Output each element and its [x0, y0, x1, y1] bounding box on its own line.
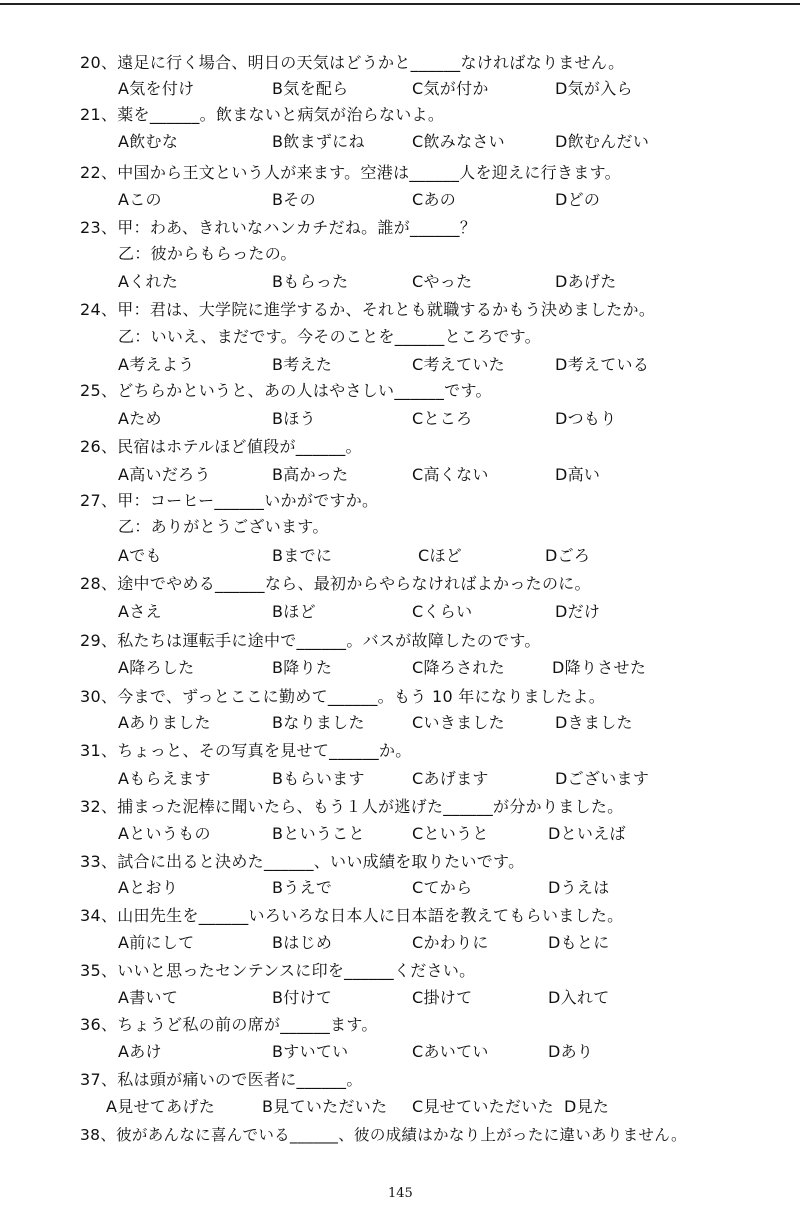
option-c: Cいきました [412, 713, 505, 732]
option-c: Cところ [412, 409, 473, 428]
question-23-response: 乙：彼からもらったの。 [118, 244, 297, 263]
option-c: C考えていた [412, 355, 505, 374]
option-c: Cほど [418, 546, 463, 565]
option-b: Bまでに [272, 546, 333, 565]
option-b: Bその [272, 190, 316, 209]
question-28-stem: 28、途中でやめる______なら、最初からやらなければよかったのに。 [80, 574, 591, 593]
question-24-stem: 24、甲：君は、大学院に進学するか、それとも就職するかもう決めましたか。 [80, 300, 656, 319]
question-23-options [0, 271, 800, 293]
question-26-options [0, 464, 800, 486]
option-a: A考えよう [118, 355, 195, 374]
option-a: Aでも [118, 546, 162, 565]
option-d: Dございます [555, 769, 650, 788]
page-number: 145 [388, 1186, 413, 1201]
option-d: Dどの [555, 190, 601, 209]
question-38-stem: 38、彼があんなに喜んでいる______、彼の成績はかなり上がったに違いありません。 [80, 1126, 687, 1144]
option-d: Dだけ [555, 602, 601, 621]
option-a: Aくれた [118, 272, 179, 291]
question-34-stem: 34、山田先生を______いろいろな日本人に日本語を教えてもらいました。 [80, 906, 624, 925]
option-a: Aさえ [118, 602, 162, 621]
question-32-options [0, 823, 800, 845]
question-22-options [0, 189, 800, 211]
option-b: B降りた [272, 658, 333, 677]
option-b: B飲まずにね [272, 132, 365, 151]
option-a: Aありました [118, 713, 211, 732]
option-b: Bほう [272, 409, 316, 428]
question-30-stem: 30、今まで、ずっとここに勤めて______。もう 10 年になりましたよ。 [80, 687, 606, 706]
question-25-stem: 25、どちらかというと、あの人はやさしい______です。 [80, 381, 492, 400]
option-b: Bすいてい [272, 1042, 349, 1061]
option-b: Bもらった [272, 272, 349, 291]
question-27-response: 乙：ありがとうございます。 [118, 517, 329, 536]
option-b: B気を配ら [272, 79, 349, 98]
option-d: D考えている [555, 355, 650, 374]
option-a: A気を付け [118, 79, 195, 98]
option-a: A書いて [118, 988, 179, 1007]
option-a: Aとおり [118, 878, 179, 897]
question-36-options [0, 1041, 800, 1063]
question-35-options [0, 987, 800, 1009]
question-36-stem: 36、ちょうど私の前の席が______ます。 [80, 1015, 378, 1034]
option-a: Aあけ [118, 1042, 162, 1061]
option-d: Dあり [548, 1042, 594, 1061]
option-b: Bほど [272, 602, 316, 621]
option-d: Dもとに [548, 933, 610, 952]
question-33-options [0, 877, 800, 899]
question-31-stem: 31、ちょっと、その写真を見せて______か。 [80, 741, 412, 760]
option-b: Bうえで [272, 878, 333, 897]
question-20-options [0, 78, 800, 100]
option-c: Cてから [412, 878, 473, 897]
option-c: Cやった [412, 272, 473, 291]
question-37-options [0, 1096, 800, 1118]
option-d: D見た [564, 1097, 610, 1116]
option-a: Aため [118, 409, 162, 428]
question-28-options [0, 601, 800, 623]
option-d: D飲むんだい [555, 132, 650, 151]
question-24-options [0, 354, 800, 376]
question-27-options [0, 545, 800, 567]
option-a: A前にして [118, 933, 195, 952]
option-b: B高かった [272, 465, 349, 484]
option-a: Aというもの [118, 824, 211, 843]
option-d: Dといえば [548, 824, 626, 843]
option-c: Cあの [412, 190, 457, 209]
question-23-stem: 23、甲：わあ、きれいなハンカチだね。誰が______？ [80, 218, 477, 237]
option-b: Bということ [272, 824, 365, 843]
question-37-stem: 37、私は頭が痛いので医者に______。 [80, 1070, 363, 1089]
option-c: Cかわりに [412, 933, 489, 952]
option-c: Cくらい [412, 602, 473, 621]
option-c: Cというと [412, 824, 489, 843]
question-29-stem: 29、私たちは運転手に途中で______。バスが故障したのです。 [80, 631, 541, 650]
question-32-stem: 32、捕まった泥棒に聞いたら、もう１人が逃げた______が分かりました。 [80, 797, 624, 816]
question-24-response: 乙：いいえ、まだです。今そのことを______ところです。 [118, 327, 541, 346]
option-a: A降ろした [118, 658, 195, 677]
option-c: C気が付か [412, 79, 489, 98]
option-a: A飲むな [118, 132, 179, 151]
option-c: C飲みなさい [412, 132, 505, 151]
question-25-options [0, 408, 800, 430]
option-d: D気が入ら [555, 79, 633, 98]
option-a: A高いだろう [118, 465, 211, 484]
question-27-stem: 27、甲：コーヒー______いかがですか。 [80, 491, 379, 510]
option-d: Dつもり [555, 409, 617, 428]
question-21-stem: 21、薬を______。飲まないと病気が治らないよ。 [80, 105, 445, 124]
question-30-options [0, 712, 800, 734]
option-c: C見せていただいた [412, 1097, 554, 1116]
question-31-options [0, 768, 800, 790]
question-22-stem: 22、中国から王文という人が来ます。空港は______人を迎えに行きます。 [80, 163, 621, 182]
option-c: Cあげます [412, 769, 489, 788]
option-b: B考えた [272, 355, 333, 374]
option-b: Bもらいます [272, 769, 365, 788]
option-c: Cあいてい [412, 1042, 489, 1061]
option-d: Dきました [555, 713, 633, 732]
question-29-options [0, 657, 800, 679]
option-a: Aこの [118, 190, 162, 209]
option-c: C高くない [412, 465, 489, 484]
option-d: D入れて [548, 988, 610, 1007]
option-c: C降ろされた [412, 658, 505, 677]
question-26-stem: 26、民宿はホテルほど値段が______。 [80, 437, 362, 456]
option-d: Dあげた [555, 272, 617, 291]
question-35-stem: 35、いいと思ったセンテンスに印を______ください。 [80, 961, 476, 980]
option-c: C掛けて [412, 988, 473, 1007]
option-b: B見ていただいた [262, 1097, 388, 1116]
option-d: D降りさせた [552, 658, 647, 677]
option-d: Dごろ [545, 546, 591, 565]
option-d: Dうえは [548, 878, 610, 897]
question-21-options [0, 131, 800, 153]
option-b: Bはじめ [272, 933, 333, 952]
question-20-stem: 20、遠足に行く場合、明日の天気はどうかと______なければなりません。 [80, 53, 625, 72]
option-b: B付けて [272, 988, 333, 1007]
question-33-stem: 33、試合に出ると決めた______、いい成績を取りたいです。 [80, 852, 525, 871]
option-b: Bなりました [272, 713, 365, 732]
option-a: Aもらえます [118, 769, 211, 788]
option-d: D高い [555, 465, 601, 484]
option-a: A見せてあげた [106, 1097, 216, 1116]
question-34-options [0, 932, 800, 954]
